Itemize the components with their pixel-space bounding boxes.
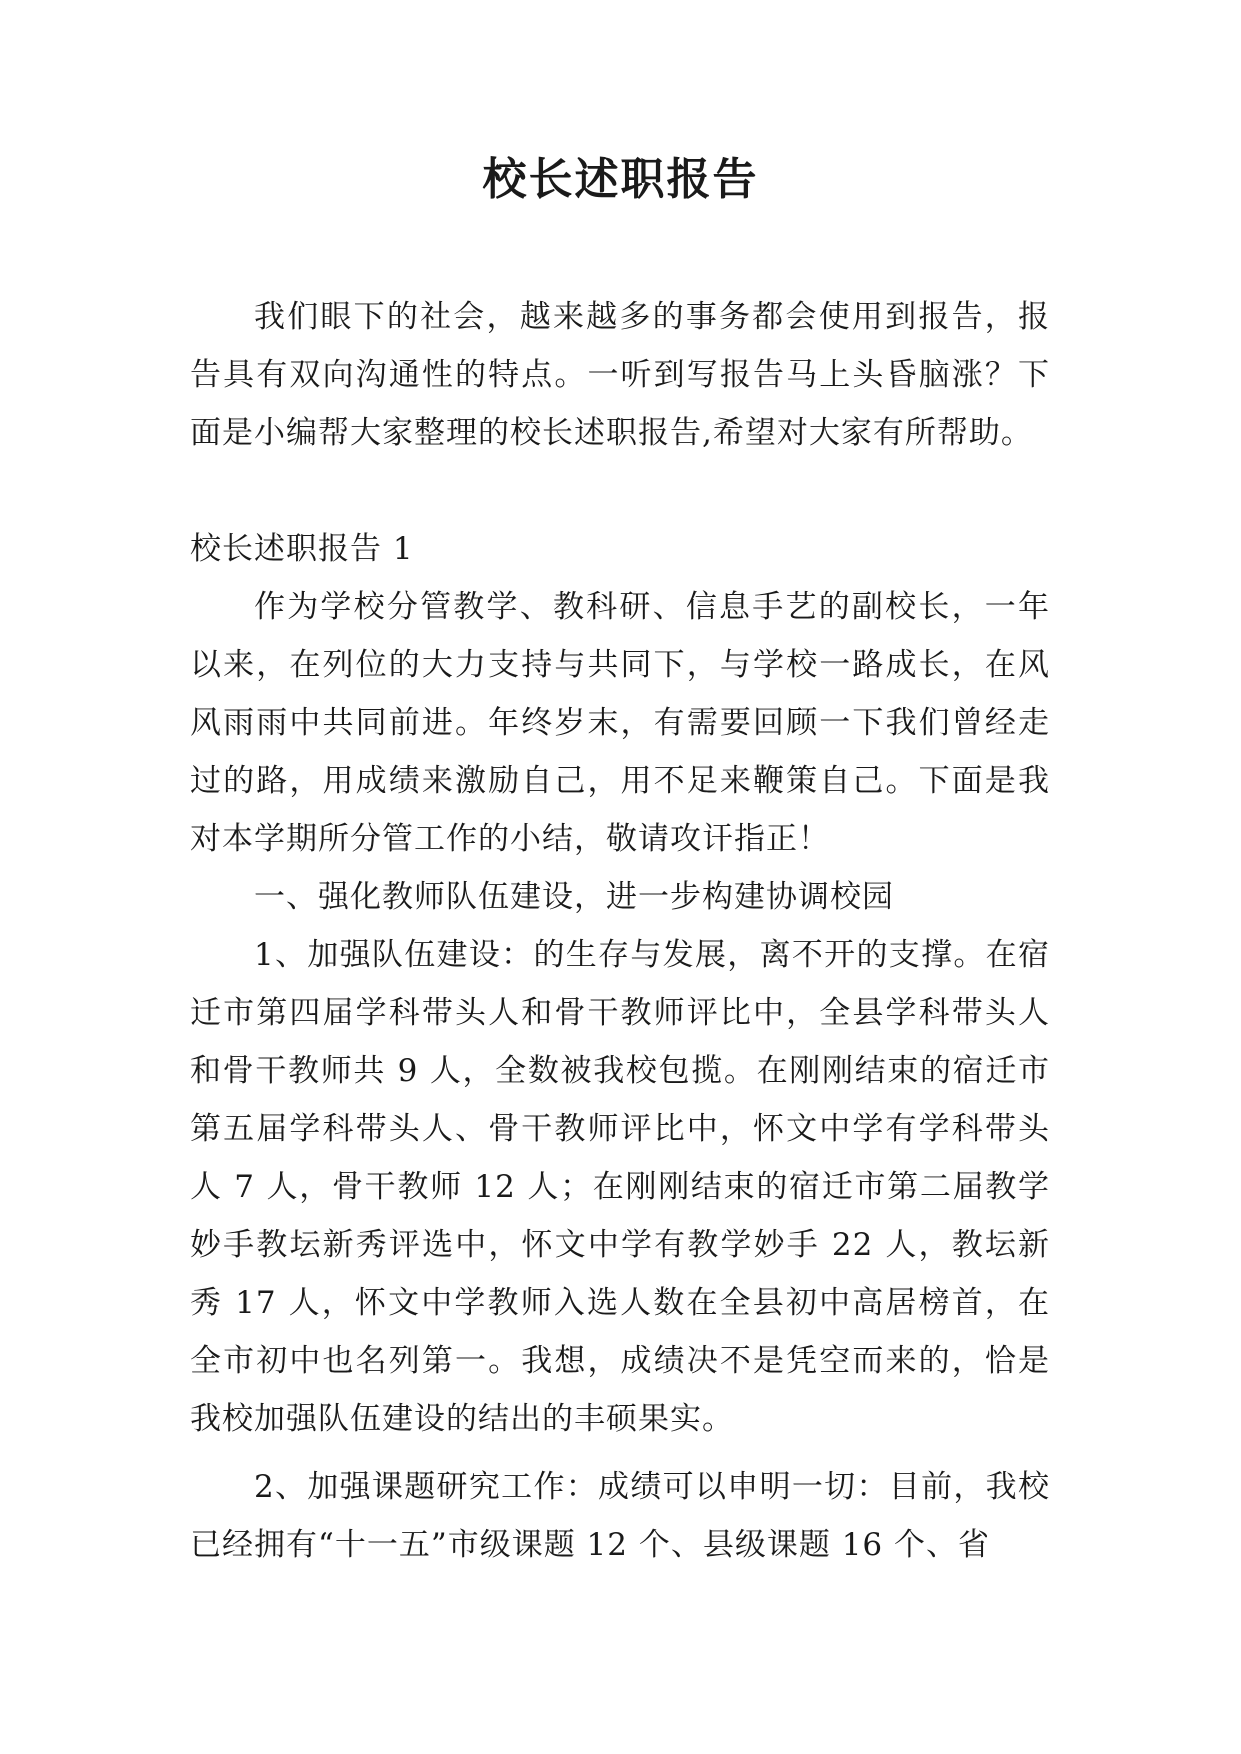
- intro-paragraph: 我们眼下的社会，越来越多的事务都会使用到报告，报告具有双向沟通性的特点。一听到写报告马上头昏脑涨？下面是小编帮大家整理的校长述职报告,希望对大家有所帮助。: [190, 299, 1050, 451]
- report-subheading: 一、强化教师队伍建设，进一步构建协调校园: [254, 879, 894, 915]
- report-paragraph-3: 2、加强课题研究工作：成绩可以申明一切：目前，我校已经拥有“十一五”市级课题 12 个、县级课题 16 个、省: [190, 1469, 1050, 1563]
- document-title: 校长述职报告: [482, 154, 759, 205]
- report-paragraph-2: 1、加强队伍建设：的生存与发展，离不开的支撑。在宿迁市第四届学科带头人和骨干教师评比中，全县学科带头人和骨干教师共 9 人，全数被我校包揽。在刚刚结束的宿迁市第五届学科带头人、骨干教师评比中，怀文中学有学科带头人 7 人，骨干教师 12 人；在刚刚结束的宿迁市第二届教学妙手教坛新秀评选中，怀文中学有教学妙手 22 人，教坛新秀 17 人，怀文中学教师入选人数在全县初中高居榜首，在全市初中也名列第一。我想，成绩决不是凭空而来的，恰是我校加强队伍建设的结出的丰硕果实。: [190, 937, 1050, 1437]
- report-paragraph-1: 作为学校分管教学、教科研、信息手艺的副校长，一年以来，在列位的大力支持与共同下，与学校一路成长，在风风雨雨中共同前进。年终岁末，有需要回顾一下我们曾经走过的路，用成绩来激励自己，用不足来鞭策自己。下面是我对本学期所分管工作的小结，敬请攻讦指正！: [190, 589, 1050, 857]
- report-body: [190, 578, 1050, 1574]
- section-heading: 校长述职报告 1: [190, 531, 414, 567]
